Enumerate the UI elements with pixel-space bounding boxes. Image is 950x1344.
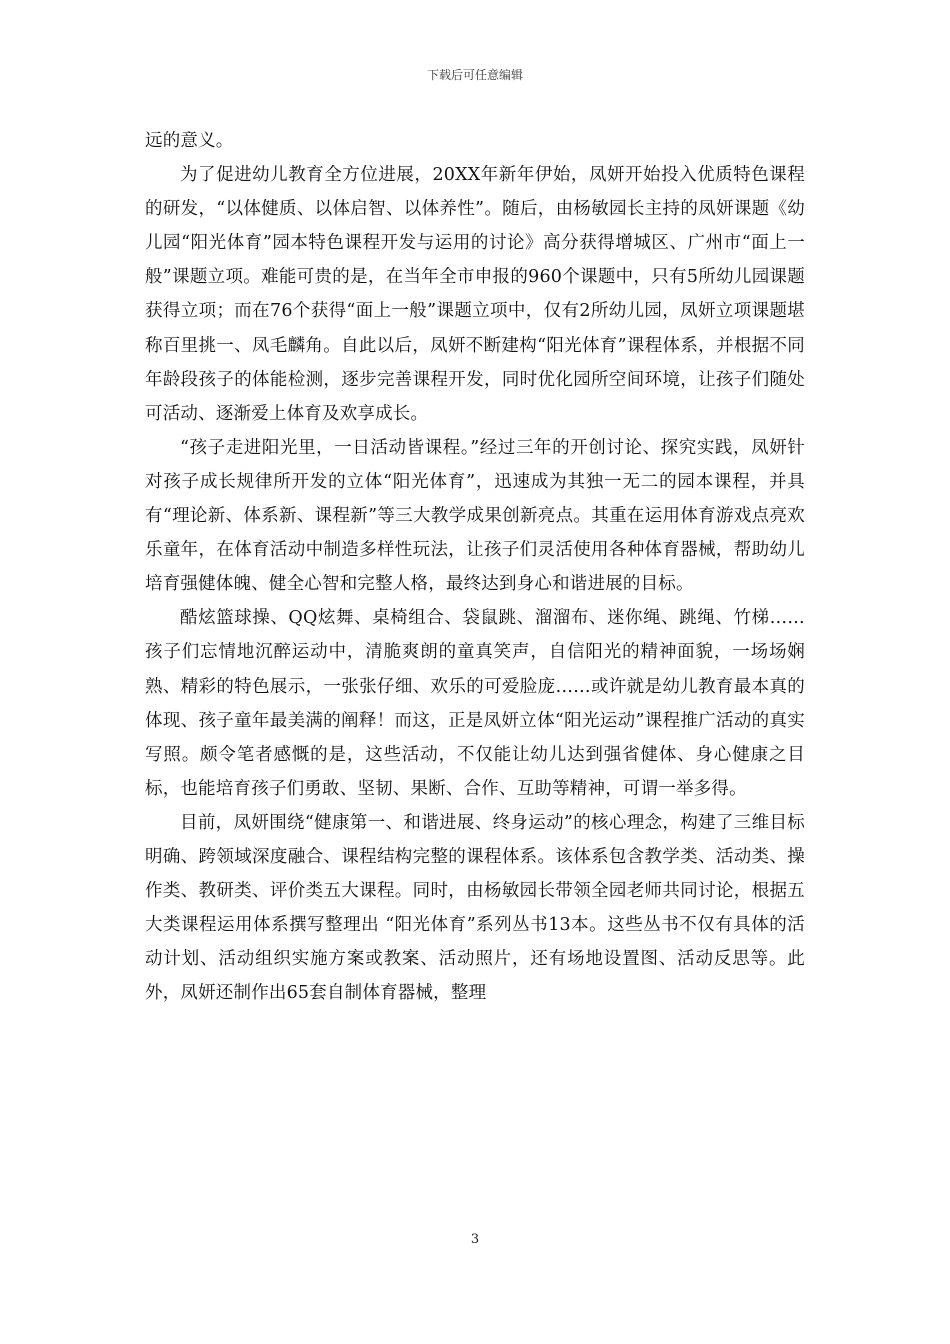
- paragraph-continuation: 远的意义。: [145, 131, 234, 151]
- paragraph: 目前，凤妍围绕“健康第一、和谐进展、终身运动”的核心理念，构建了三维目标明确、跨领域深度融合、课程结构完整的课程体系。该体系包含教学类、活动类、操作类、教研类、评价类五大课程。同时，由杨敏园长带领全园老师共同讨论，根据五大类课程运用体系撰写整理出 “阳光体育”系列丛书13本。这些丛书不仅有具体的活动计划、活动组织实施方案或教案、活动照片，还有场地设置图、活动反思等。此外，凤妍还制作出65套自制体育器械，整理: [145, 812, 805, 1004]
- paragraph: 为了促进幼儿教育全方位进展，20XX年新年伊始，凤妍开始投入优质特色课程的研发，“以体健质、以体启智、以体养性”。随后，由杨敏园长主持的凤妍课题《幼儿园“阳光体育”园本特色课程开发与运用的讨论》高分获得增城区、广州市“面上一般”课题立项。难能可贵的是，在当年全市申报的960个课题中，只有5所幼儿园课题获得立项；而在76个获得“面上一般”课题立项中，仅有2所幼儿园，凤妍立项课题堪称百里挑一、凤毛麟角。自此以后，凤妍不断建构“阳光体育”课程体系，并根据不同年龄段孩子的体能检测，逐步完善课程开发，同时优化园所空间环境，让孩子们随处可活动、逐渐爱上体育及欢享成长。: [145, 165, 805, 424]
- paragraph: 酷炫篮球操、QQ炫舞、桌椅组合、袋鼠跳、溜溜布、迷你绳、跳绳、竹梯……孩子们忘情地沉醉运动中，清脆爽朗的童真笑声，自信阳光的精神面貌，一场场娴熟、精彩的特色展示，一张张仔细、欢乐的可爱脸庞……或许就是幼儿教育最本真的体现、孩子童年最美满的阐释！而这，正是凤妍立体“阳光运动”课程推广活动的真实写照。颇令笔者感慨的是，这些活动，不仅能让幼儿达到强省健体、身心健康之目标，也能培育孩子们勇敢、坚韧、果断、合作、互助等精神，可谓一举多得。: [145, 608, 805, 799]
- page-header: 下载后可任意编辑: [426, 68, 523, 82]
- page-number: 3: [470, 1232, 480, 1247]
- paragraph: “孩子走进阳光里，一日活动皆课程。”经过三年的开创讨论、探究实践，凤妍针对孩子成长规律所开发的立体“阳光体育”，迅速成为其独一无二的园本课程，并具有“理论新、体系新、课程新”等三大教学成果创新亮点。其重在运用体育游戏点亮欢乐童年，在体育活动中制造多样性玩法，让孩子们灵活使用各种体育器械，帮助幼儿培育强健体魄、健全心智和完整人格，最终达到身心和谐进展的目标。: [145, 437, 805, 595]
- document-body: [145, 124, 805, 1010]
